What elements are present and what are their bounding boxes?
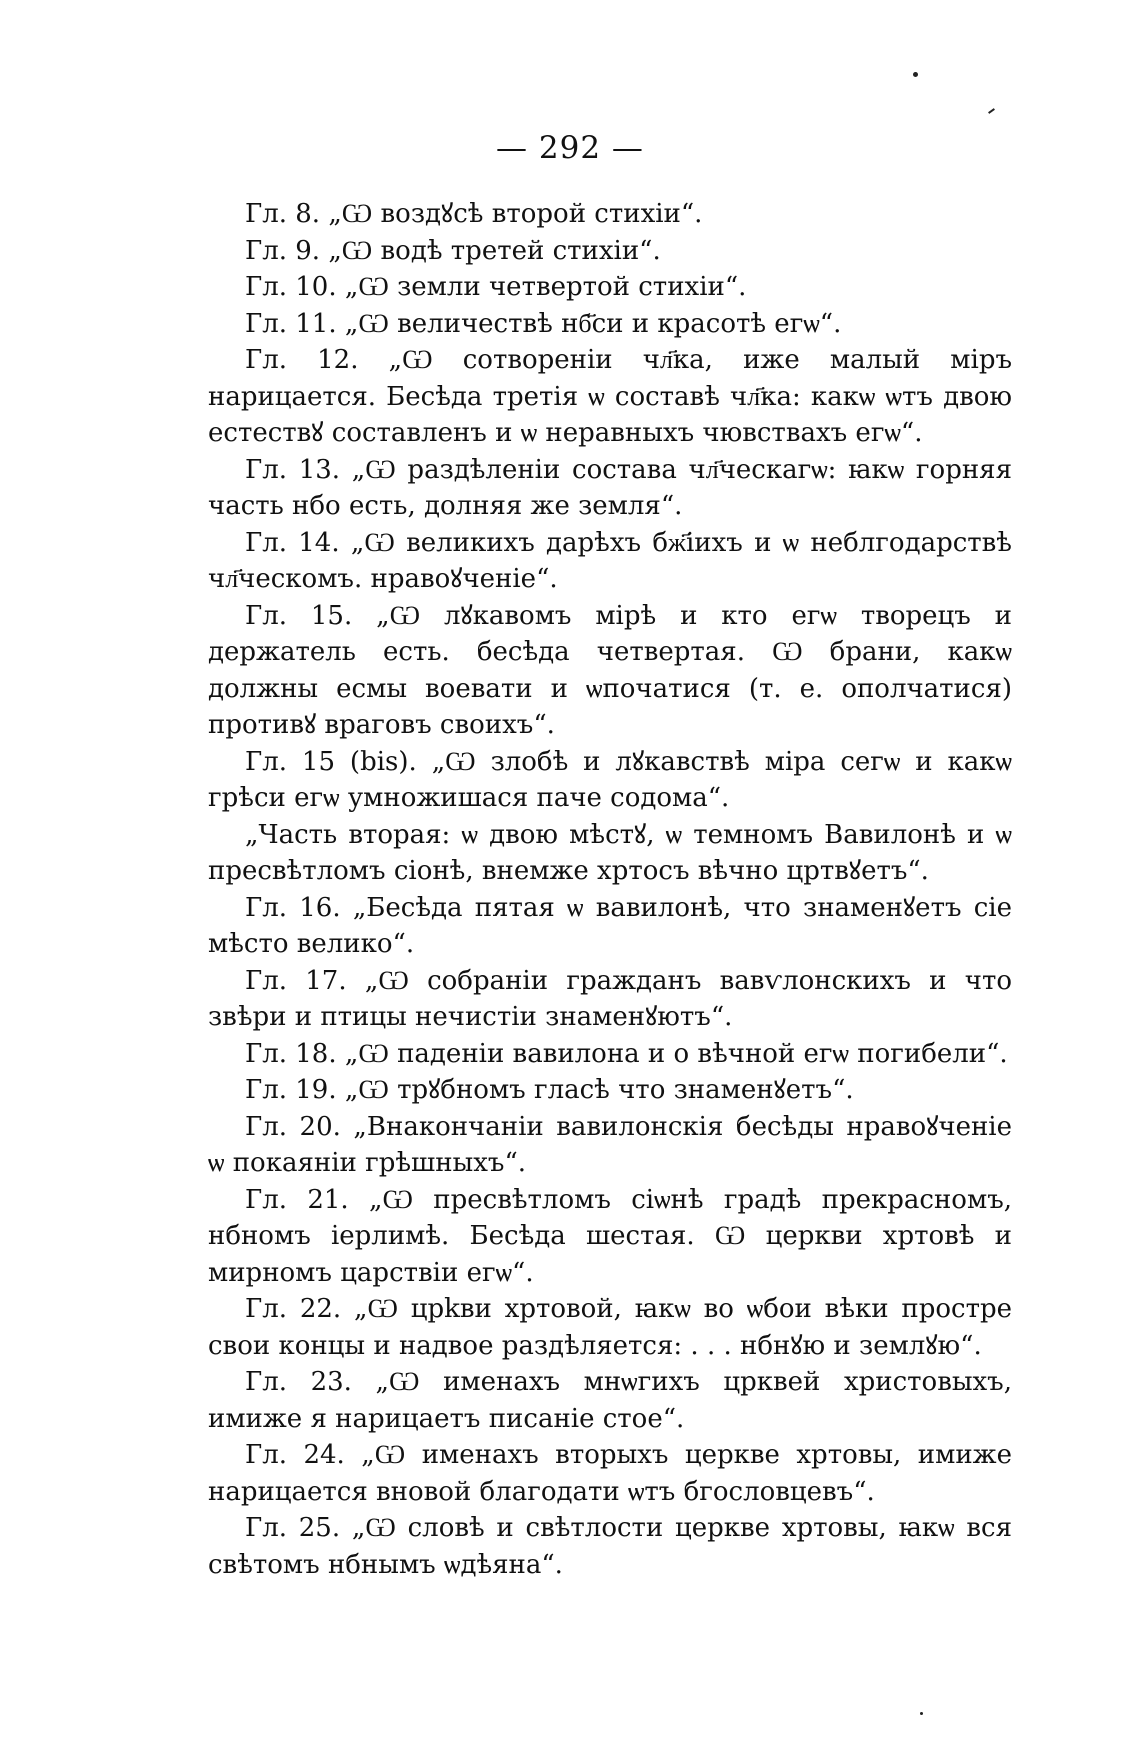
chapter-entry: Гл. 15 (bis). „Ѡ злобѣ и лꙋкавствѣ міра сегѡ и какѡ грѣси егѡ умножишася паче содома“. [208, 746, 1012, 813]
chapter-entry: Гл. 22. „Ѡ црkви хртовой, ꙗкѡ во ѡбои вѣки простре свои концы и надвое раздѣляется: . . . нбнꙋю и землꙋю“. [208, 1294, 1012, 1361]
chapter-entry: Гл. 11. „Ѡ величествѣ нб҃си и красотѣ егѡ“. [245, 308, 842, 339]
page-number: — 292 — [496, 130, 644, 166]
chapter-entry: Гл. 16. „Бесѣда пятая ѡ вавилонѣ, что знаменꙋетъ сіе мѣсто велико“. [208, 892, 1012, 959]
chapter-entry: Гл. 9. „Ѡ водѣ третей стихіи“. [245, 235, 661, 266]
chapter-entry: Гл. 13. „Ѡ раздѣленіи состава чл҃ческагѡ: ꙗкѡ горняя часть нбо есть, долняя же земля“. [208, 454, 1012, 521]
chapter-entry: Гл. 20. „Внакончаніи вавилонскія бесѣды нравоꙋченіе ѡ покаяніи грѣшныхъ“. [208, 1111, 1012, 1178]
chapter-entry: Гл. 25. „Ѡ словѣ и свѣтлости церкве хртовы, ꙗкѡ вся свѣтомъ нбнымъ ѡдѣяна“. [208, 1513, 1012, 1580]
chapter-list [208, 196, 1012, 1583]
print-speck [913, 72, 918, 77]
chapter-entry: Гл. 21. „Ѡ пресвѣтломъ сіѡнѣ градѣ прекрасномъ, нбномъ іерлимѣ. Бесѣда шестая. Ѡ церкви хртовѣ и мирномъ царствіи егѡ“. [208, 1184, 1012, 1288]
chapter-entry: Гл. 10. „Ѡ земли четвертой стихіи“. [245, 272, 747, 302]
chapter-entry: Гл. 23. „Ѡ именахъ мнѡгихъ црквей христовыхъ, имиже я нарицаетъ писаніе стое“. [208, 1367, 1012, 1434]
chapter-entry: Гл. 8. „Ѡ воздꙋсѣ второй стихіи“. [245, 199, 703, 229]
part-heading-entry: „Часть вторая: ѡ двою мѣстꙋ, ѡ темномъ Вавилонѣ и ѡ пресвѣтломъ сіонѣ, внемже хртосъ вѣчно цртвꙋетъ“. [208, 819, 1012, 886]
chapter-entry: Гл. 12. „Ѡ сотвореніи чл҃ка, иже малый міръ нарицается. Бесѣда третія ѡ составѣ чл҃ка: какѡ ѡтъ двою естествꙋ составленъ и ѡ неравныхъ чювствахъ егѡ“. [208, 345, 1012, 448]
chapter-entry: Гл. 19. „Ѡ трꙋбномъ гласѣ что знаменꙋетъ“. [245, 1075, 854, 1105]
chapter-entry: Гл. 18. „Ѡ паденіи вавилона и о вѣчной егѡ погибели“. [245, 1038, 1008, 1069]
chapter-entry: Гл. 17. „Ѡ собраніи гражданъ вавѵлонскихъ и что звѣри и птицы нечистіи знаменꙋютъ“. [208, 965, 1012, 1032]
chapter-entry: Гл. 14. „Ѡ великихъ дарѣхъ бж҃іихъ и ѡ неблгодарствѣ чл҃ческомъ. нравоꙋченіе“. [208, 527, 1012, 594]
chapter-entry: Гл. 24. „Ѡ именахъ вторыхъ церкве хртовы, имиже нарицается вновой благодати ѡтъ бгословцевъ“. [208, 1440, 1012, 1507]
print-speck [988, 108, 995, 114]
chapter-entry: Гл. 15. „Ѡ лꙋкавомъ мірѣ и кто егѡ творецъ и держатель есть. бесѣда четвертая. Ѡ брани, какѡ должны есмы воевати и ѡпочатися (т. е. ополчатися) противꙋ враговъ своихъ“. [208, 600, 1012, 740]
print-speck [920, 1712, 923, 1715]
